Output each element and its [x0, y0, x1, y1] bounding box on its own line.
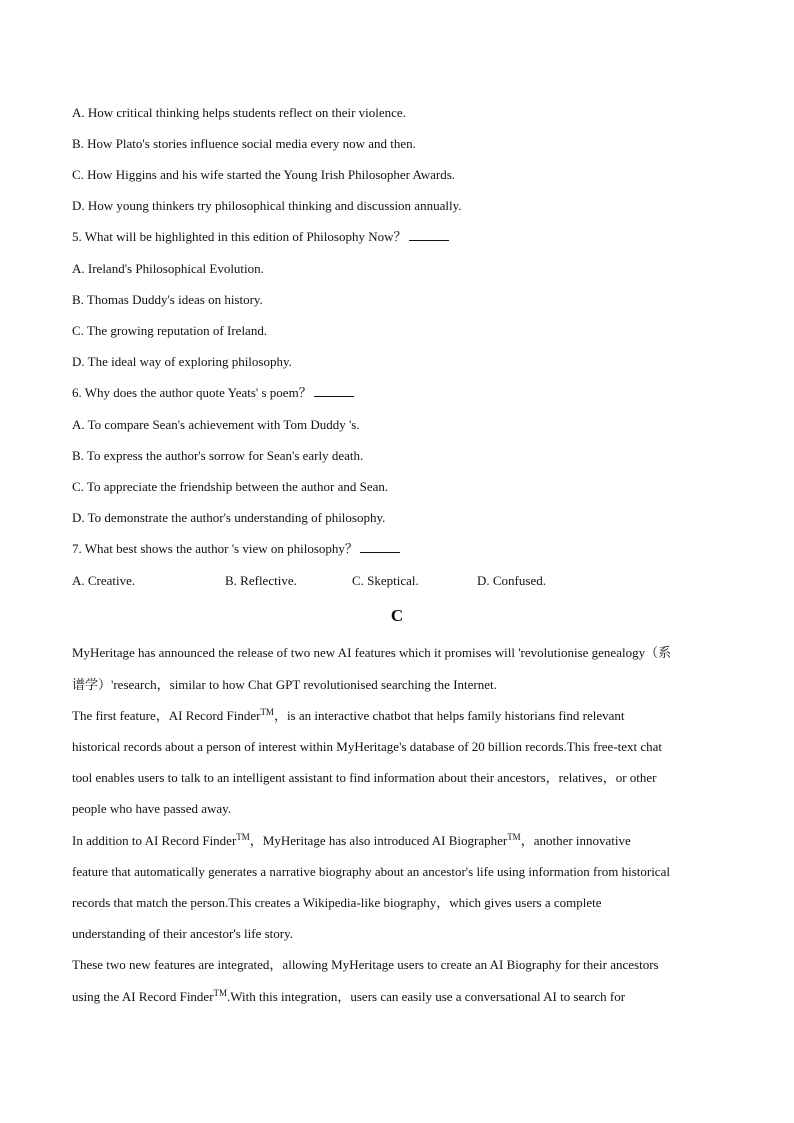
q5-option-b: B. Thomas Duddy's ideas on history. — [72, 292, 263, 307]
passage-line: people who have passed away. — [72, 801, 232, 816]
passage-line — [72, 833, 722, 849]
q5-option-a: A. Ireland's Philosophical Evolution. — [72, 261, 264, 276]
q7-options-row — [72, 573, 722, 589]
q5-question-text: 5. What will be highlighted in this edition of Philosophy Now？ — [72, 229, 407, 244]
passage-line: feature that automatically generates a narrative biography about an ancestor's life using information from historical — [72, 864, 670, 879]
q6-question — [72, 385, 722, 401]
q7-option-b: B. Reflective. — [225, 573, 297, 588]
q7-option-a: A. Creative. — [72, 573, 136, 588]
q6-option-d: D. To demonstrate the author's understanding of philosophy. — [72, 510, 386, 525]
trademark-mark: TM — [213, 988, 228, 998]
passage-line: understanding of their ancestor's life story. — [72, 926, 293, 941]
q4-option-b: B. How Plato's stories influence social media every now and then. — [72, 136, 416, 151]
answer-blank — [360, 541, 400, 553]
q7-question — [72, 541, 722, 557]
passage-text: ，another innovative — [520, 833, 631, 848]
passage-text: ，MyHeritage has also introduced AI Biographer — [249, 833, 508, 848]
passage-line: 谱学）'research，similar to how Chat GPT revolutionised searching the Internet. — [72, 677, 497, 692]
passage-line: MyHeritage has announced the release of two new AI features which it promises will 'revolutionise genealogy（系 — [72, 645, 672, 660]
q5-option-d: D. The ideal way of exploring philosophy. — [72, 354, 292, 369]
trademark-mark: TM — [236, 832, 250, 842]
q6-option-b: B. To express the author's sorrow for Sean's early death. — [72, 448, 364, 463]
q5-option-c: C. The growing reputation of Ireland. — [72, 323, 268, 338]
trademark-mark: TM — [260, 707, 274, 717]
passage-text: ，is an interactive chatbot that helps family historians find relevant — [273, 708, 625, 723]
passage-line: These two new features are integrated，allowing MyHeritage users to create an AI Biography for their ancestors — [72, 957, 659, 972]
q4-option-a: A. How critical thinking helps students reflect on their violence. — [72, 105, 406, 120]
passage-text: .With this integration，users can easily use a conversational AI to search for — [227, 989, 626, 1004]
q6-question-text: 6. Why does the author quote Yeats' s poem？ — [72, 385, 312, 400]
passage-text: The first feature，AI Record Finder — [72, 708, 261, 723]
q6-option-c: C. To appreciate the friendship between the author and Sean. — [72, 479, 389, 494]
q7-option-c: C. Skeptical. — [352, 573, 419, 588]
passage-line — [72, 708, 722, 724]
passage-line: records that match the person.This creates a Wikipedia-like biography，which gives users a complete — [72, 895, 602, 910]
q4-option-d: D. How young thinkers try philosophical thinking and discussion annually. — [72, 198, 462, 213]
q5-question — [72, 229, 722, 245]
passage-line — [72, 989, 722, 1005]
section-heading: C — [390, 606, 404, 625]
answer-blank — [314, 385, 354, 397]
trademark-mark: TM — [507, 832, 521, 842]
passage-line: tool enables users to talk to an intelligent assistant to find information about their ancestors，relatives，or other — [72, 770, 657, 785]
answer-blank — [409, 229, 449, 241]
q4-option-c: C. How Higgins and his wife started the Young Irish Philosopher Awards. — [72, 167, 456, 182]
passage-text: using the AI Record Finder — [72, 989, 214, 1004]
passage-text: In addition to AI Record Finder — [72, 833, 237, 848]
q6-option-a: A. To compare Sean's achievement with Tom Duddy 's. — [72, 417, 360, 432]
q7-option-d: D. Confused. — [477, 573, 546, 588]
q7-question-text: 7. What best shows the author 's view on philosophy？ — [72, 541, 358, 556]
passage-line: historical records about a person of interest within MyHeritage's database of 20 billion records.This free-text chat — [72, 739, 663, 754]
